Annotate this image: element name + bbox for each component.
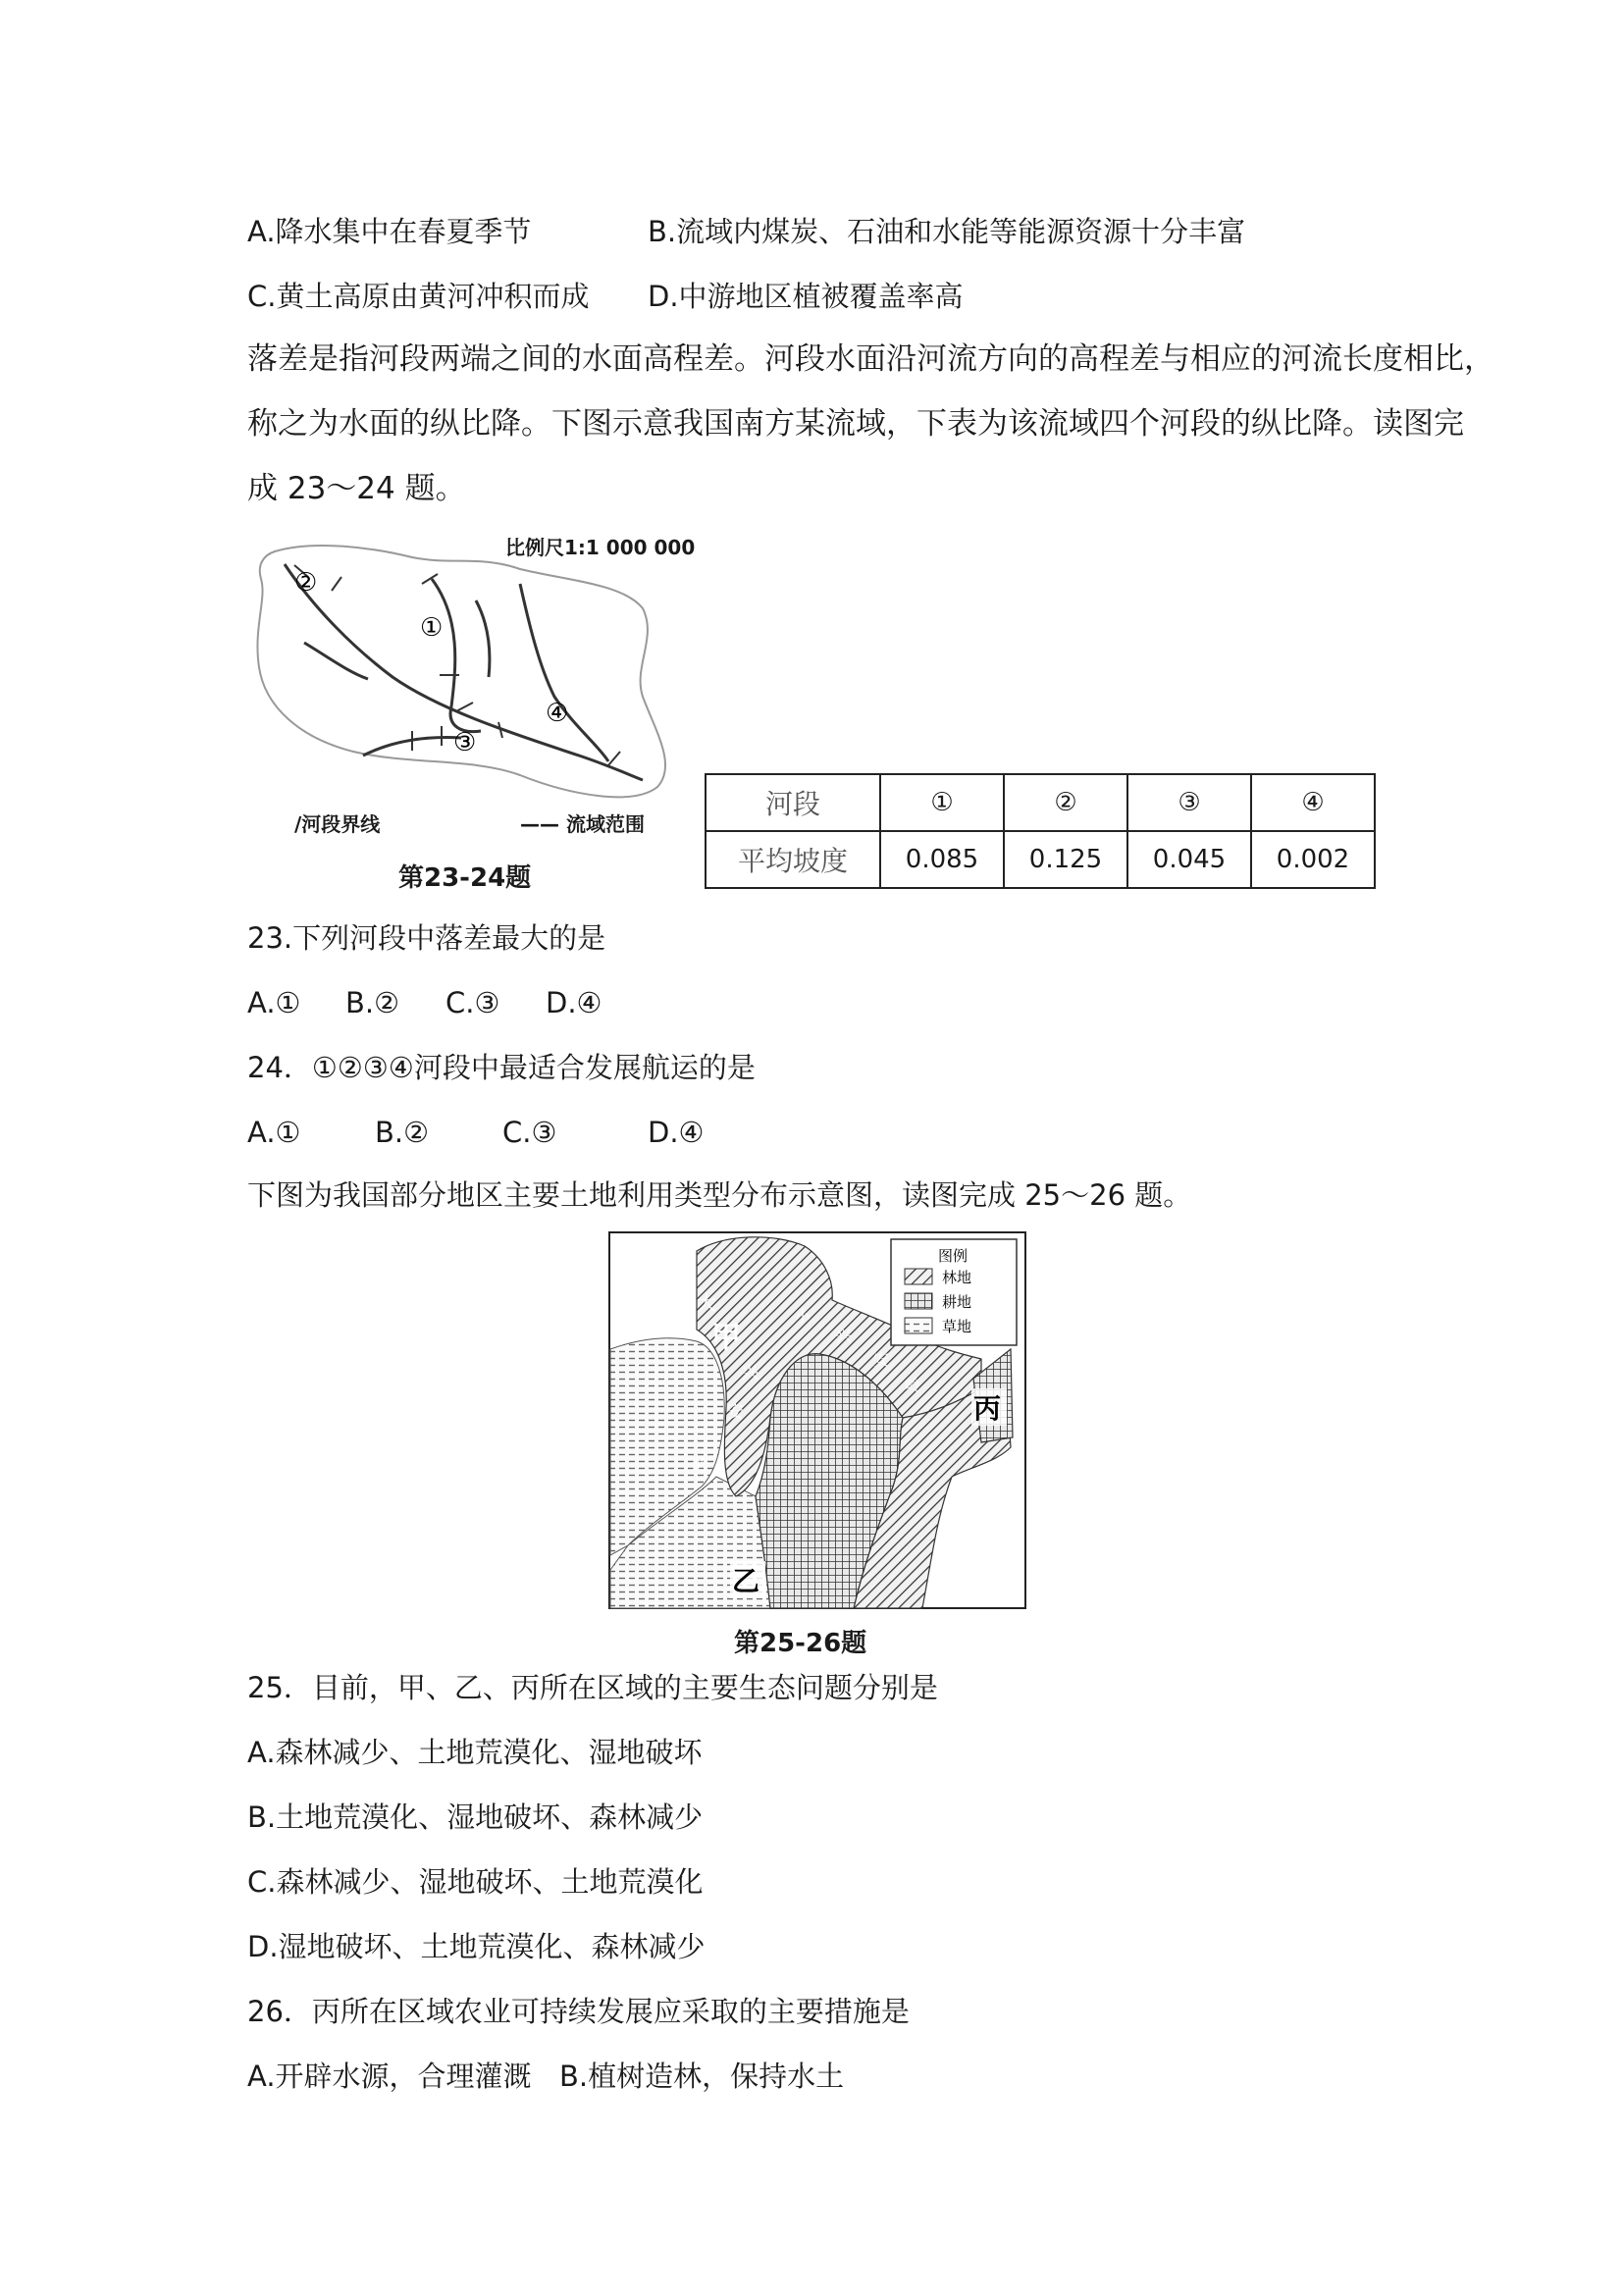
map2-legend-title: 图例 (938, 1247, 969, 1265)
tributary-1 (432, 579, 481, 732)
map2-label-da3: 安 (726, 1402, 744, 1423)
q25-option-a: A.森林减少、土地荒漠化、湿地破坏 (247, 1736, 703, 1769)
map2-label-xi4: 岭 (905, 1376, 921, 1394)
map1-legend-range: —— 流域范围 (520, 812, 645, 836)
map2-label-bing: 丙 (973, 1392, 1002, 1425)
q24-option-b: B.② (375, 1116, 430, 1149)
map2-label-xi1: 小 (795, 1307, 812, 1326)
slope-table (705, 773, 1376, 889)
map2-legend-farm: 耕地 (942, 1293, 972, 1311)
q22-option-c: C.黄土高原由黄河冲积而成 (247, 280, 590, 313)
intro-23-24-line2: 称之为水面的纵比降。下图示意我国南方某流域，下表为该流域四个河段的纵比降。读图完 (247, 406, 1464, 442)
map1-legend-boundary: /河段界线 (294, 812, 381, 836)
q23-option-b: B.② (345, 986, 400, 1019)
map1-label-3: ③ (453, 728, 477, 757)
q23-option-d: D.④ (546, 986, 602, 1019)
map2-label-xi2: 兴 (836, 1327, 853, 1345)
map2-legend-grass: 草地 (942, 1318, 972, 1335)
q24-option-d: D.④ (648, 1116, 705, 1149)
map2-label-da4: 岭 (692, 1456, 709, 1477)
q22-option-a: A.降水集中在春夏季节 (247, 215, 532, 248)
slope-table-segment: ③ (1127, 774, 1251, 831)
q26-option-a: A.开辟水源，合理灌溉 (247, 2060, 532, 2093)
map2-label-da: 大 (697, 1291, 716, 1315)
map1-scale: 比例尺1:1 000 000 (505, 536, 696, 559)
tributary-2 (520, 584, 608, 761)
basin-outline (257, 546, 665, 797)
slope-table-value: 0.002 (1251, 831, 1375, 888)
intro-25-26: 下图为我国部分地区主要土地利用类型分布示意图，读图完成 25～26 题。 (247, 1178, 1192, 1212)
q23-option-a: A.① (247, 986, 301, 1019)
slope-table-value: 0.045 (1127, 831, 1251, 888)
slope-table-segment: ① (880, 774, 1004, 831)
slope-table-header-row (706, 774, 1375, 831)
q25-option-b: B.土地荒漠化、湿地破坏、森林减少 (247, 1800, 704, 1834)
map2-caption: 第25-26题 (734, 1629, 867, 1658)
intro-23-24-line1: 落差是指河段两端之间的水面高程差。河段水面沿河流方向的高程差与相应的河流长度相比， (247, 341, 1494, 377)
map2-label-xi3: 安 (873, 1350, 890, 1369)
map1-caption: 第23-24题 (398, 863, 532, 893)
land-use-map (608, 1231, 1026, 1609)
q23-question: 23.下列河段中落差最大的是 (247, 921, 606, 955)
intro-23-24-line3: 成 23～24 题。 (247, 471, 466, 506)
map2-label-da2: 兴 (741, 1363, 759, 1383)
q25-question: 25．目前，甲、乙、丙所在区域的主要生态问题分别是 (247, 1671, 938, 1704)
q26-question: 26．丙所在区域农业可持续发展应采取的主要措施是 (247, 1995, 910, 2028)
slope-table-value-row (706, 831, 1375, 888)
slope-table-value: 0.125 (1004, 831, 1127, 888)
map1-label-1: ① (420, 613, 444, 643)
map1-label-4: ④ (546, 699, 569, 728)
q22-option-b: B.流域内煤炭、石油和水能等能源资源十分丰富 (648, 215, 1246, 248)
q25-option-d: D.湿地破坏、土地荒漠化、森林减少 (247, 1930, 706, 1963)
slope-table-value: 0.085 (880, 831, 1004, 888)
map1-label-2: ② (294, 568, 318, 598)
map2-label-yi: 乙 (732, 1565, 760, 1597)
q26-option-b: B.植树造林，保持水土 (559, 2060, 845, 2093)
tributary-5 (476, 600, 490, 677)
slope-table-segment: ② (1004, 774, 1127, 831)
slope-table-segment: ④ (1251, 774, 1375, 831)
map2-legend-forest: 林地 (942, 1269, 972, 1286)
q22-option-d: D.中游地区植被覆盖率高 (648, 280, 964, 313)
q24-option-a: A.① (247, 1116, 301, 1149)
q25-option-c: C.森林减少、湿地破坏、土地荒漠化 (247, 1865, 704, 1899)
slope-table-row-label: 平均坡度 (706, 831, 880, 888)
slope-table-header-label: 河段 (706, 774, 880, 831)
q24-option-c: C.③ (502, 1116, 557, 1149)
river-basin-map (245, 530, 687, 824)
map2-label-jia: 甲 (711, 1321, 741, 1355)
q23-option-c: C.③ (445, 986, 500, 1019)
q24-question: 24．①②③④河段中最适合发展航运的是 (247, 1051, 756, 1084)
